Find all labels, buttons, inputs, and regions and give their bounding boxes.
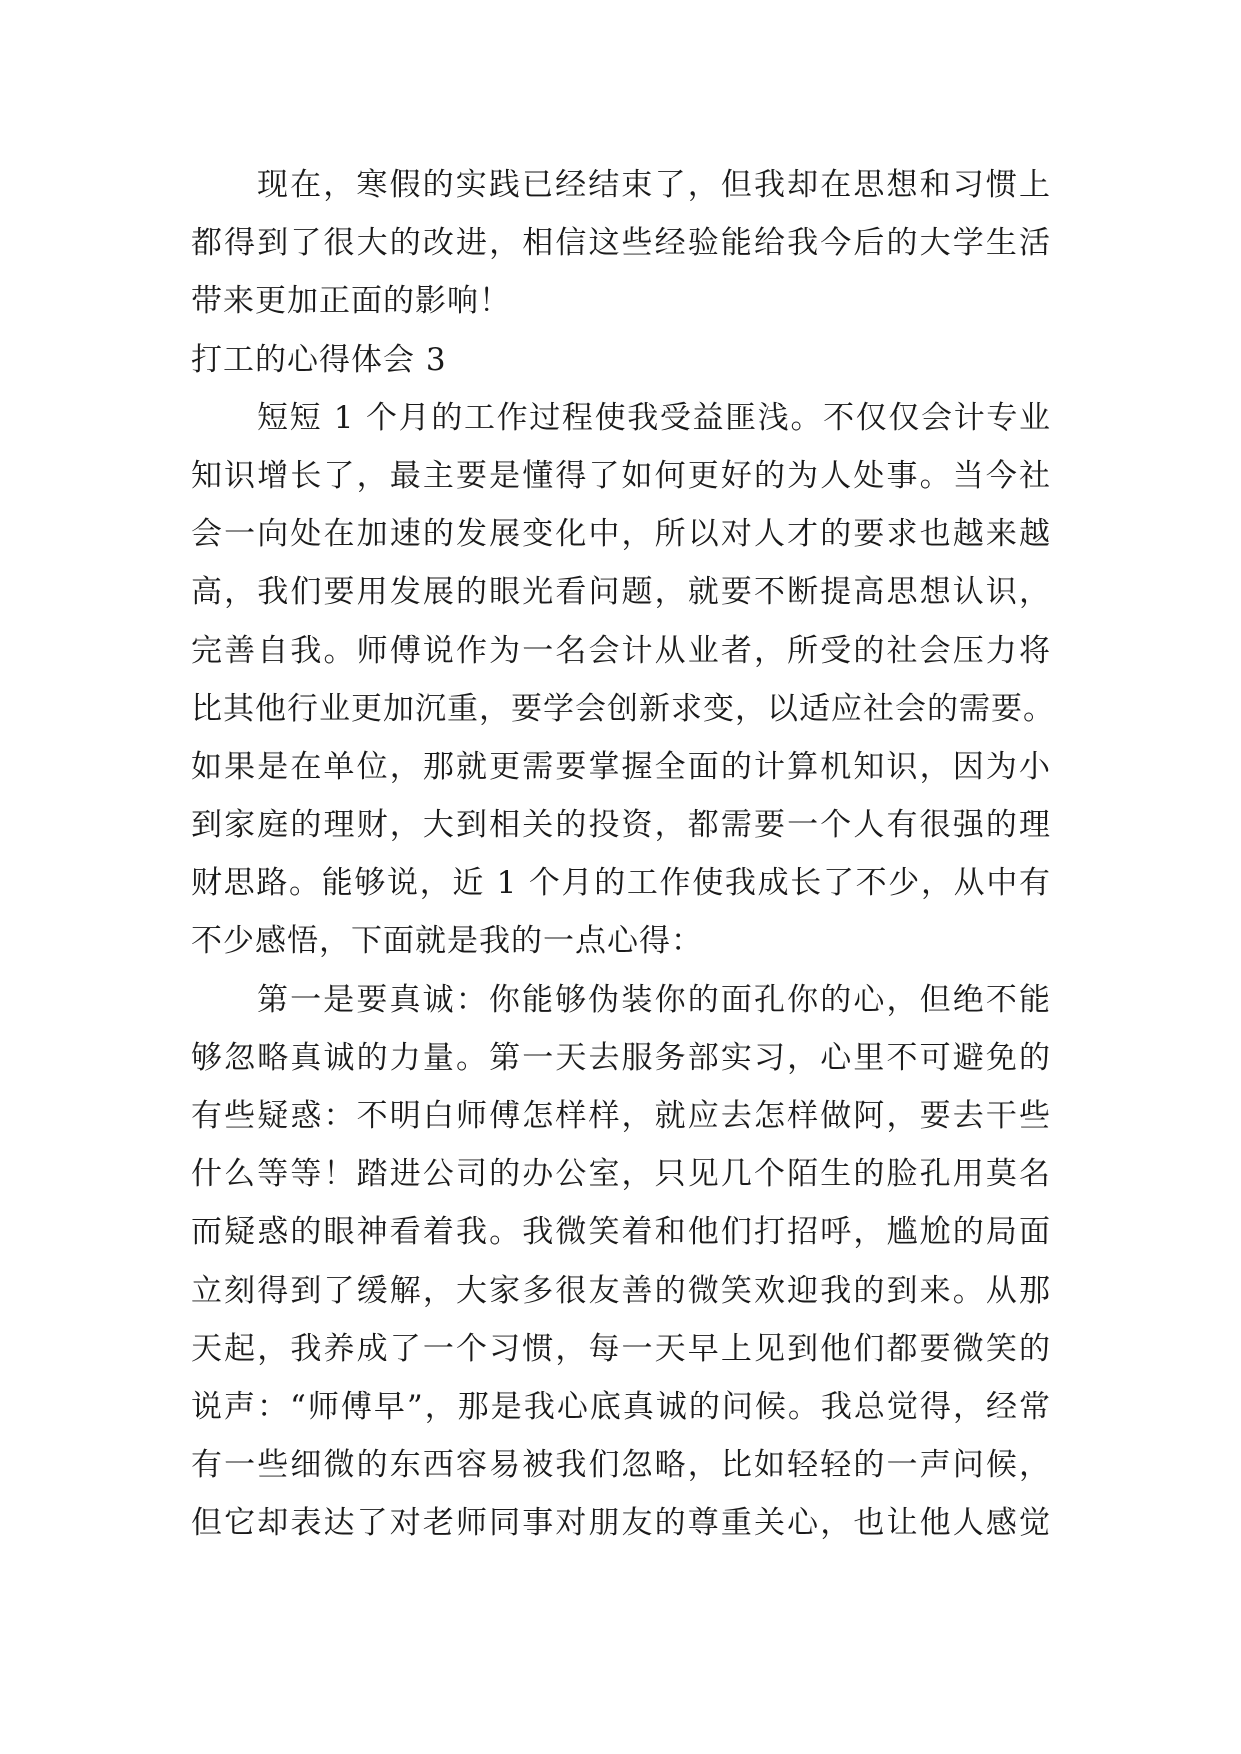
text-line: 比其他行业更加沉重，要学会创新求变，以适应社会的需要。: [191, 690, 1055, 727]
text-line: 带来更加正面的影响！: [191, 283, 511, 320]
text-line: 但它却表达了对老师同事对朋友的尊重关心，也让他人感觉: [191, 1505, 1051, 1542]
text-line: 都得到了很大的改进，相信这些经验能给我今后的大学生活: [191, 225, 1051, 262]
text-line: 短短 1 个月的工作过程使我受益匪浅。不仅仅会计专业: [257, 399, 1051, 436]
text-line: 完善自我。师傅说作为一名会计从业者，所受的社会压力将: [191, 632, 1051, 669]
text-line: 够忽略真诚的力量。第一天去服务部实习，心里不可避免的: [191, 1039, 1051, 1076]
text-line: 高，我们要用发展的眼光看问题，就要不断提高思想认识，: [191, 574, 1051, 611]
text-line: 有一些细微的东西容易被我们忽略，比如轻轻的一声问候，: [191, 1447, 1051, 1484]
text-line: 说声：“师傅早”，那是我心底真诚的问候。我总觉得，经常: [191, 1388, 1051, 1425]
text-line: 而疑惑的眼神看着我。我微笑着和他们打招呼，尴尬的局面: [191, 1214, 1051, 1251]
text-line: 第一是要真诚：你能够伪装你的面孔你的心，但绝不能: [257, 981, 1051, 1018]
text-line: 有些疑惑：不明白师傅怎样样，就应去怎样做阿，要去干些: [191, 1098, 1051, 1134]
section-heading: 打工的心得体会 3: [191, 341, 447, 378]
text-line: 什么等等！踏进公司的办公室，只见几个陌生的脸孔用莫名: [191, 1156, 1051, 1193]
text-line: 知识增长了，最主要是懂得了如何更好的为人处事。当今社: [191, 457, 1051, 494]
text-line: 到家庭的理财，大到相关的投资，都需要一个人有很强的理: [191, 807, 1051, 844]
text-line: 天起，我养成了一个习惯，每一天早上见到他们都要微笑的: [191, 1330, 1051, 1367]
text-line: 如果是在单位，那就更需要掌握全面的计算机知识，因为小: [191, 748, 1051, 785]
text-line: 不少感悟，下面就是我的一点心得：: [191, 923, 703, 960]
document-body: [191, 156, 1055, 1553]
text-line: 现在，寒假的实践已经结束了，但我却在思想和习惯上: [257, 167, 1051, 203]
text-line: 立刻得到了缓解，大家多很友善的微笑欢迎我的到来。从那: [191, 1272, 1051, 1309]
text-line: 会一向处在加速的发展变化中，所以对人才的要求也越来越: [191, 516, 1051, 553]
text-line: 财思路。能够说，近 1 个月的工作使我成长了不少，从中有: [191, 865, 1051, 902]
